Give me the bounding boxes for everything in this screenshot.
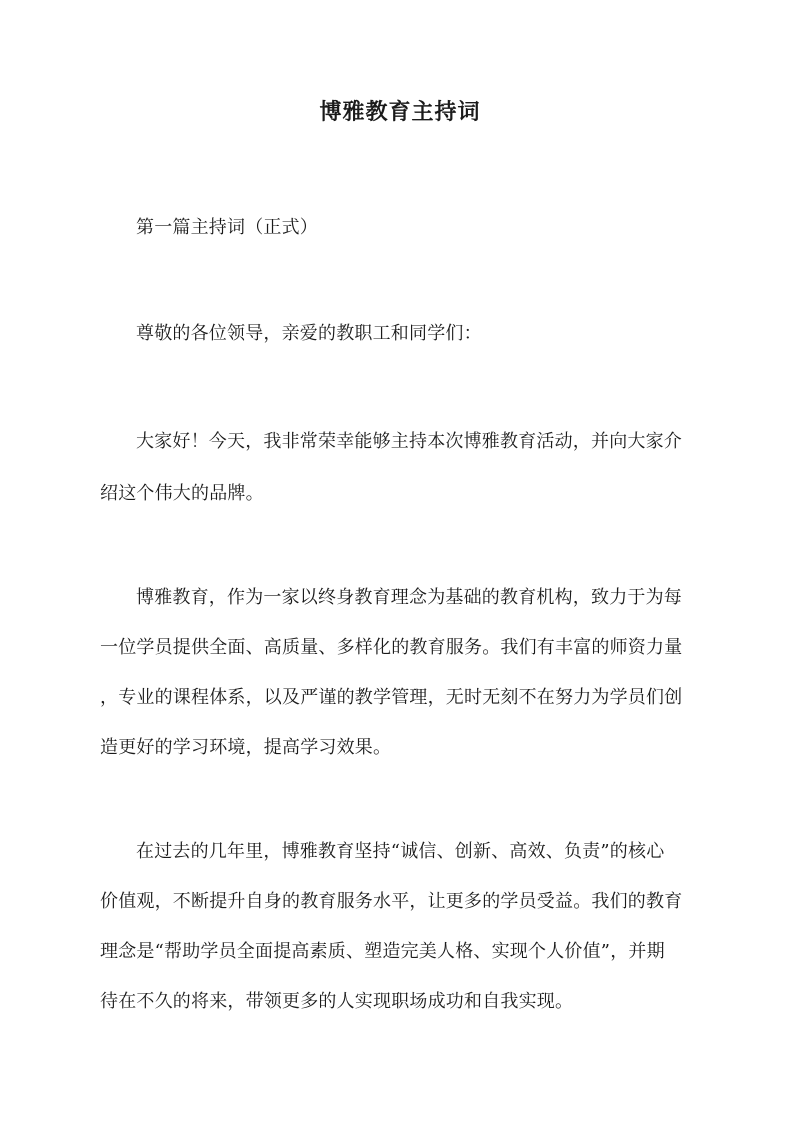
paragraph-line: 理念是“帮助学员全面提高素质、塑造完美人格、实现个人价值”，并期 (100, 941, 665, 962)
paragraph-line: 造更好的学习环境，提高学习效果。 (100, 737, 392, 758)
paragraph-line: ，专业的课程体系，以及严谨的教学管理，无时无刻不在努力为学员们创 (100, 687, 683, 708)
paragraph-line: 绍这个伟大的品牌。 (100, 483, 264, 504)
paragraph-line: 博雅教育，作为一家以终身教育理念为基础的教育机构，致力于为每 (136, 587, 682, 608)
paragraph-line: 大家好！今天，我非常荣幸能够主持本次博雅教育活动，并向大家介 (136, 431, 682, 452)
paragraph-line: 待在不久的将来，带领更多的人实现职场成功和自我实现。 (100, 991, 574, 1012)
paragraph-line: 价值观，不断提升自身的教育服务水平，让更多的学员受益。我们的教育 (100, 891, 683, 912)
document-title: 博雅教育主持词 (319, 99, 481, 125)
salutation: 尊敬的各位领导，亲爱的教职工和同学们： (136, 323, 482, 344)
paragraph-line: 在过去的几年里，博雅教育坚持“诚信、创新、高效、负责”的核心 (136, 841, 665, 862)
section-heading: 第一篇主持词（正式） (136, 217, 318, 238)
paragraph-line: 一位学员提供全面、高质量、多样化的教育服务。我们有丰富的师资力量 (100, 637, 683, 658)
